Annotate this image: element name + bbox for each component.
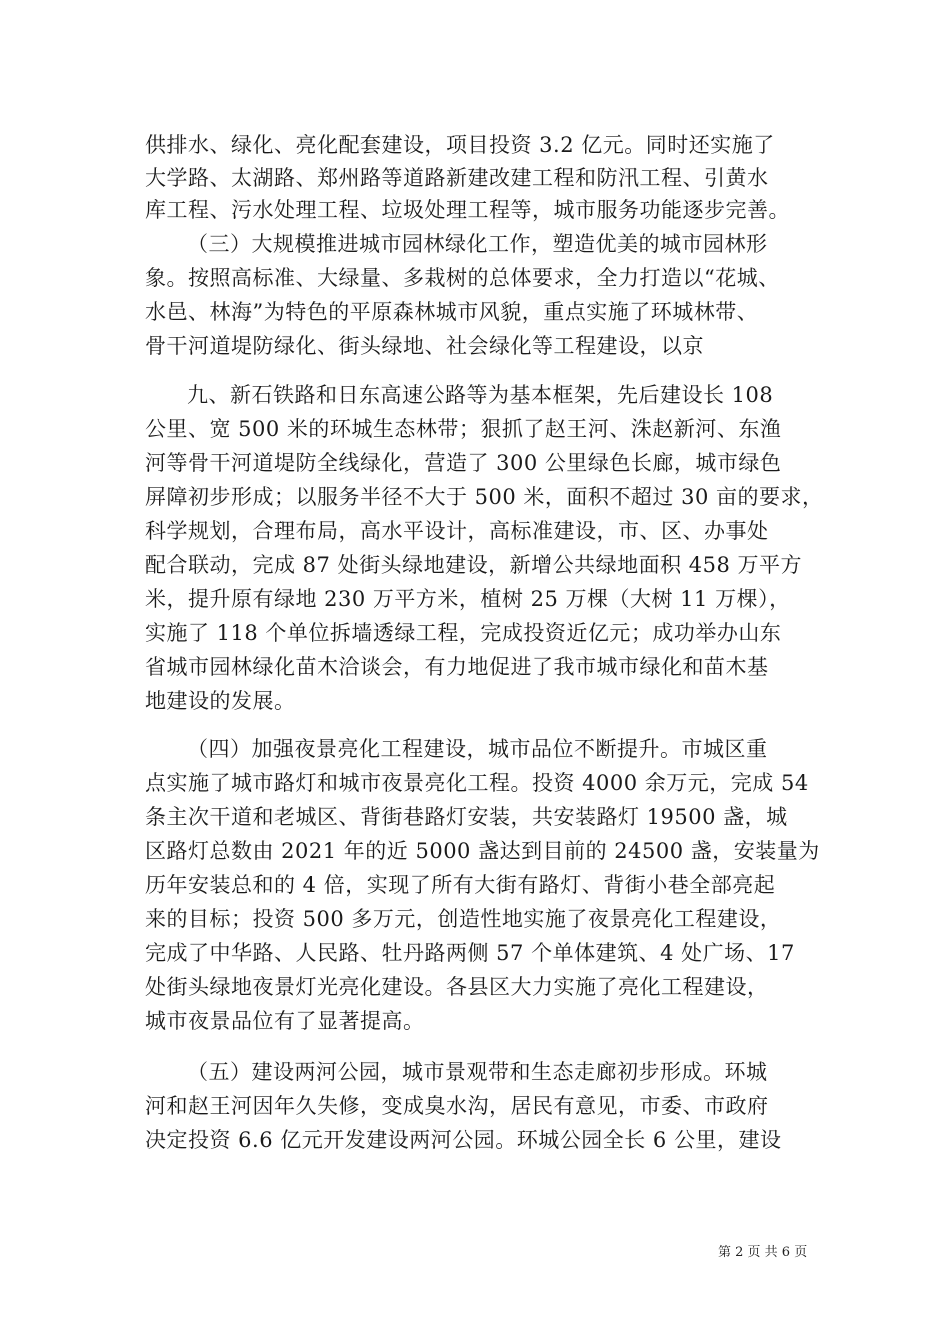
body-text-line: 屏障初步形成；以服务半径不大于 500 米，面积不超过 30 亩的要求， (145, 485, 824, 509)
section-heading-line: （四）加强夜景亮化工程建设，城市品位不断提升。市城区重 (187, 737, 768, 761)
body-text-line: 处街头绿地夜景灯光亮化建设。各县区大力实施了亮化工程建设， (145, 975, 769, 999)
body-text-line: 河等骨干河道堤防全线绿化，营造了 300 公里绿色长廊，城市绿色 (145, 451, 782, 475)
body-text-line: 骨干河道堤防绿化、街头绿地、社会绿化等工程建设，以京 (145, 334, 704, 358)
body-text-line: 供排水、绿化、亮化配套建设，项目投资 3.2 亿元。同时还实施了 (145, 133, 775, 157)
body-text-line: 库工程、污水处理工程、垃圾处理工程等，城市服务功能逐步完善。 (145, 198, 790, 222)
body-text-line: 河和赵王河因年久失修，变成臭水沟，居民有意见，市委、市政府 (145, 1094, 769, 1118)
body-text-line: 科学规划，合理布局，高水平设计，高标准建设，市、区、办事处 (145, 519, 769, 543)
section-heading-line: （三）大规模推进城市园林绿化工作，塑造优美的城市园林形 (187, 232, 768, 256)
section-heading-line: （五）建设两河公园，城市景观带和生态走廊初步形成。环城 (187, 1060, 768, 1084)
body-text-line: 米，提升原有绿地 230 万平方米，植树 25 万棵（大树 11 万棵）， (145, 587, 791, 611)
body-text-line: 公里、宽 500 米的环城生态林带；狠抓了赵王河、洙赵新河、东渔 (145, 417, 782, 441)
body-text-line: 城市夜景品位有了显著提高。 (145, 1009, 425, 1033)
body-text-line: 水邑、林海”为特色的平原森林城市风貌，重点实施了环城林带、 (145, 300, 759, 324)
body-text-line: 来的目标；投资 500 多万元，创造性地实施了夜景亮化工程建设， (145, 907, 782, 931)
body-text-line: 象。按照高标准、大绿量、多栽树的总体要求，全力打造以“花城、 (145, 266, 780, 290)
body-text-line: 完成了中华路、人民路、牡丹路两侧 57 个单体建筑、4 处广场、17 (145, 941, 795, 965)
body-text-line: 决定投资 6.6 亿元开发建设两河公园。环城公园全长 6 公里，建设 (145, 1128, 782, 1152)
body-text-line: 历年安装总和的 4 倍，实现了所有大街有路灯、背街小巷全部亮起 (145, 873, 776, 897)
body-text-line: 配合联动，完成 87 处街头绿地建设，新增公共绿地面积 458 万平方 (145, 553, 803, 577)
page-number: 第 2 页 共 6 页 (718, 1245, 808, 1260)
body-text-line: 区路灯总数由 2021 年的近 5000 盏达到目前的 24500 盏，安装量为 (145, 839, 820, 863)
body-text-line: 九、新石铁路和日东高速公路等为基本框架，先后建设长 108 (187, 383, 774, 407)
body-text-line: 点实施了城市路灯和城市夜景亮化工程。投资 4000 余万元，完成 54 (145, 771, 809, 795)
body-text-line: 地建设的发展。 (145, 689, 296, 713)
body-text-line: 实施了 118 个单位拆墙透绿工程，完成投资近亿元；成功举办山东 (145, 621, 782, 645)
body-text-line: 省城市园林绿化苗木洽谈会，有力地促进了我市城市绿化和苗木基 (145, 655, 769, 679)
body-text-line: 条主次干道和老城区、背街巷路灯安装，共安装路灯 19500 盏，城 (145, 805, 788, 829)
body-text-line: 大学路、太湖路、郑州路等道路新建改建工程和防汛工程、引黄水 (145, 166, 769, 190)
